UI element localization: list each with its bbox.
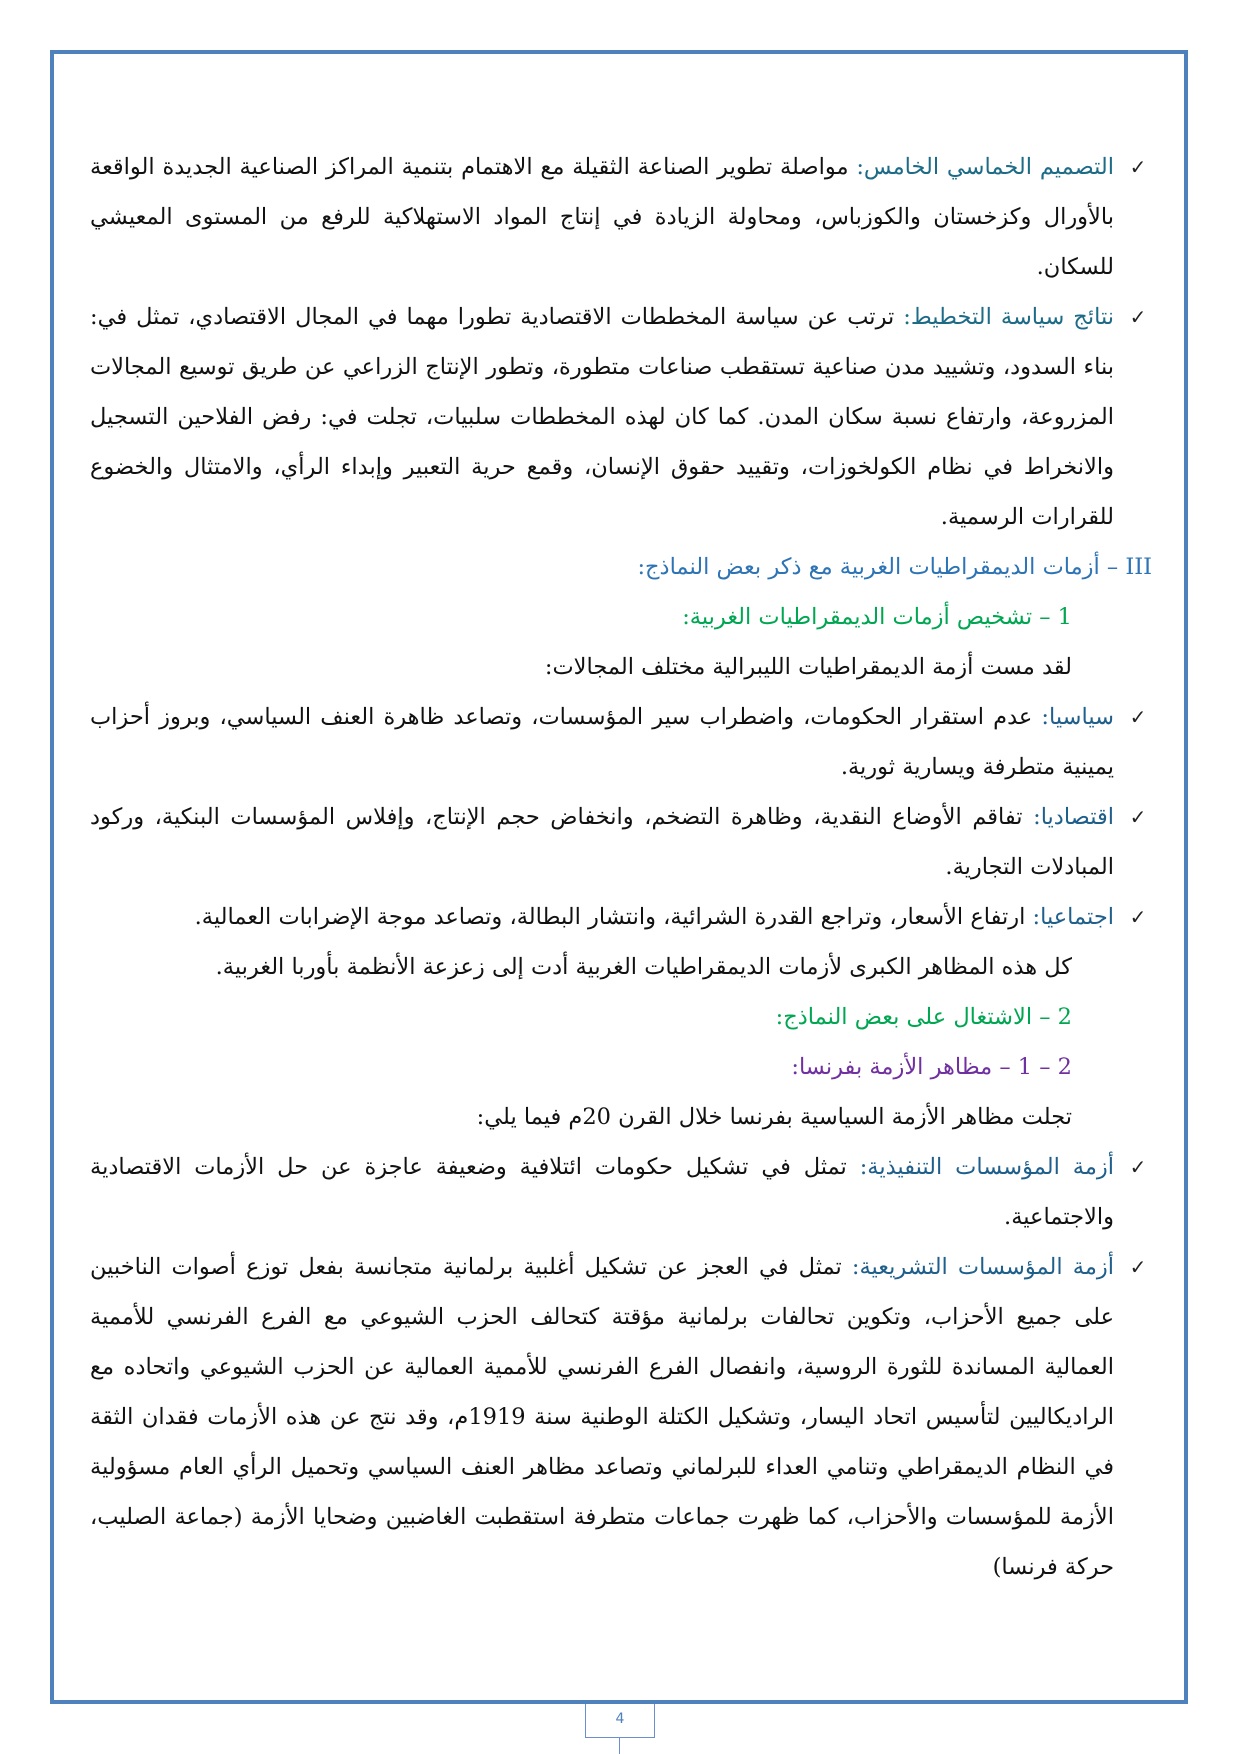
summary-paragraph: كل هذه المظاهر الكبرى لأزمات الديمقراطيات الغربية أدت إلى زعزعة الأنظمة بأوربا الغربية. — [215, 954, 1072, 980]
item-text: تفاقم الأوضاع النقدية، وظاهرة التضخم، وانخفاض حجم الإنتاج، وإفلاس المؤسسات البنكية، وركود المبادلات التجارية. — [90, 804, 1114, 880]
subsection-1-intro: لقد مست أزمة الديمقراطيات الليبرالية مختلف المجالات: — [544, 654, 1072, 680]
checkmark-icon: ✓ — [1129, 1155, 1147, 1179]
item-economic — [90, 792, 1152, 892]
item-label: نتائج سياسة التخطيط: — [903, 304, 1115, 330]
checkmark-icon: ✓ — [1129, 155, 1147, 179]
page-number: 4 — [585, 1704, 655, 1738]
page-number-tick — [619, 1738, 620, 1754]
item-text: ارتفاع الأسعار، وتراجع القدرة الشرائية، وانتشار البطالة، وتصاعد موجة الإضرابات العمالية. — [194, 904, 1033, 930]
item-label: اقتصاديا: — [1033, 804, 1114, 830]
item-label: أزمة المؤسسات التشريعية: — [851, 1254, 1114, 1280]
item-text: عدم استقرار الحكومات، واضطراب سير المؤسسات، وتصاعد ظاهرة العنف السياسي، وبروز أحزاب يمينية متطرفة ويسارية ثورية. — [90, 704, 1114, 780]
item-label: التصميم الخماسي الخامس: — [856, 154, 1115, 180]
subsection-2-1-heading: 2 – 1 – مظاهر الأزمة بفرنسا: — [791, 1054, 1072, 1080]
checkmark-icon: ✓ — [1129, 705, 1147, 729]
subsection-2-heading: 2 – الاشتغال على بعض النماذج: — [775, 1004, 1072, 1030]
item-text: تمثل في العجز عن تشكيل أغلبية برلمانية متجانسة بفعل توزع أصوات الناخبين على جميع الأحزاب، وتكوين تحالفات برلمانية مؤقتة كتحالف الحزب الشيوعي مع الفرع الفرنسي للأممية العمالية المساندة للثورة الروسية، وانفصال الفرع الفرنسي للأممية العمالية عن الحزب الشيوعي واتحاده مع الراديكاليين لتأسيس اتحاد اليسار، وتشكيل الكتلة الوطنية سنة 1919م، وقد نتج عن هذه الأزمات فقدان الثقة في النظام الديمقراطي وتنامي العداء للبرلماني وتصاعد مظاهر العنف السياسي وتحميل الرأي العام مسؤولية الأزمة للمؤسسات والأحزاب، كما ظهرت جماعات متطرفة استقطبت الغاضبين وضحايا الأزمة (جماعة الصليب، حركة فرنسا) — [90, 1254, 1114, 1580]
checkmark-icon: ✓ — [1129, 1255, 1147, 1279]
item-executive — [90, 1142, 1152, 1242]
item-political — [90, 692, 1152, 792]
section-3-heading: III – أزمات الديمقراطيات الغربية مع ذكر بعض النماذج: — [637, 554, 1152, 580]
item-legislative — [90, 1242, 1152, 1592]
subsection-2-1-intro: تجلت مظاهر الأزمة السياسية بفرنسا خلال القرن 20م فيما يلي: — [476, 1104, 1072, 1130]
item-text: مواصلة تطوير الصناعة الثقيلة مع الاهتمام بتنمية المراكز الصناعية الجديدة الواقعة بالأورال وكزخستان والكوزباس، ومحاولة الزيادة في إنتاج المواد الاستهلاكية للرفع من المستوى المعيشي للسكان. — [90, 154, 1114, 280]
checkmark-icon: ✓ — [1129, 905, 1147, 929]
checkmark-icon: ✓ — [1129, 305, 1147, 329]
document-body — [90, 142, 1152, 1592]
item-social — [90, 892, 1152, 942]
item-planning-results — [90, 292, 1152, 542]
item-label: أزمة المؤسسات التنفيذية: — [859, 1154, 1115, 1180]
checkmark-icon: ✓ — [1129, 805, 1147, 829]
item-label: اجتماعيا: — [1032, 904, 1114, 930]
item-label: سياسيا: — [1041, 704, 1114, 730]
item-text: تمثل في تشكيل حكومات ائتلافية وضعيفة عاجزة عن حل الأزمات الاقتصادية والاجتماعية. — [90, 1154, 1114, 1230]
item-fifth-plan — [90, 142, 1152, 292]
item-text: ترتب عن سياسة المخططات الاقتصادية تطورا مهما في المجال الاقتصادي، تمثل في: بناء السدود، وتشييد مدن صناعية تستقطب صناعات متطورة، وتطور الإنتاج الزراعي عن طريق توسيع المجالات المزروعة، وارتفاع نسبة سكان المدن. كما كان لهذه المخططات سلبيات، تجلت في: رفض الفلاحين التسجيل والانخراط في نظام الكولخوزات، وتقييد حقوق الإنسان، وقمع حرية التعبير وإبداء الرأي، والامتثال والخضوع للقرارات الرسمية. — [90, 304, 1114, 530]
subsection-1-heading: 1 – تشخيص أزمات الديمقراطيات الغربية: — [682, 604, 1072, 630]
